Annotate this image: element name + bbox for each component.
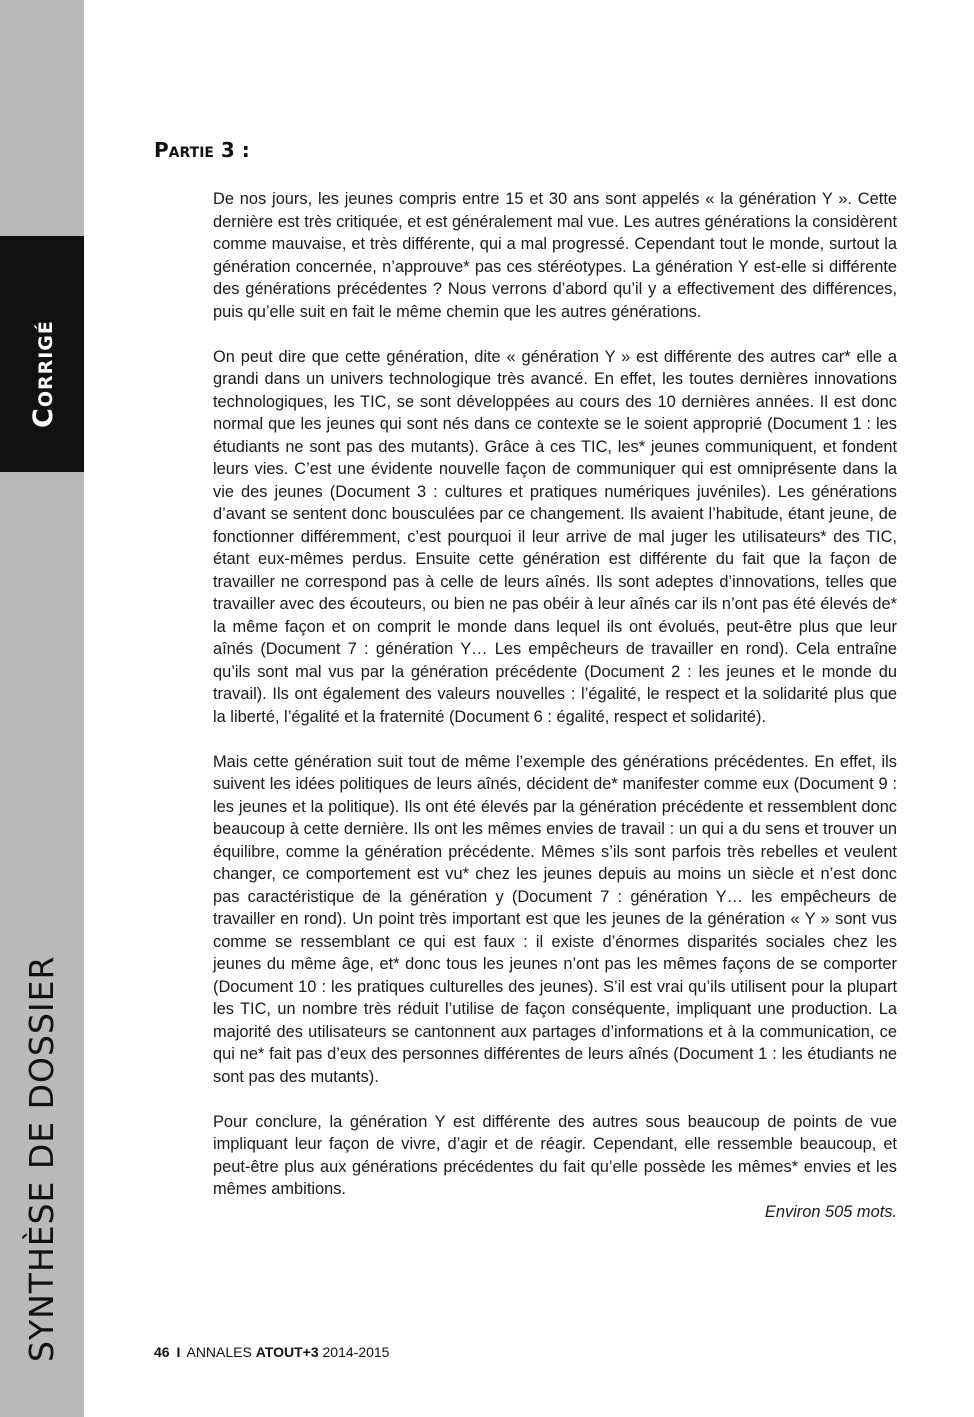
paragraph-differences: On peut dire que cette génération, dite « génération Y » est différente des autres car* elle a grandi dans un univers technologique très avancé. En effet, les toutes dernières innovations technologiques, les TIC, se sont développées au cours des 10 dernières années. Il est donc normal que les jeunes qui sont nés dans ce contexte se le soient approprié (Document 1 : les étudiants ne sont pas des mutants). Grâce à ces TIC, les* jeunes communiquent, et fondent leurs vies. C’est une évidente nouvelle façon de communiquer qui est omniprésente dans la vie des jeunes (Document 3 : cultures et pratiques numériques juvéniles). Les générations d’avant se sentent donc bousculées par ce changement. Ils avaient l’habitude, étant jeune, de fonctionner différemment, c’est pourquoi il leur arrive de mal juger les utilisateurs* des TIC, étant eux-mêmes perdus. Ensuite cette génération est différente du fait que la façon de travailler ne correspond pas à celle de leurs aînés. Ils sont adeptes d’innovations, telles que travailler avec des écouteurs, ou bien ne pas obéir à leur aînés car ils n’ont pas été élevés de* la même façon et on comprit le monde dans lequel ils ont évolués, peut-être plus que leur aînés (Document 7 : génération Y… Les empêcheurs de travailler en rond). Cela entraîne qu’ils sont mal vus par la génération précédente (Document 2 : les jeunes et le monde du travail). Ils ont également des valeurs nouvelles : l’égalité, le respect et la solidarité plus que la liberté, l’égalité et la fraternité (Document 6 : égalité, respect et solidarité). bbox=[213, 347, 897, 726]
brand-name: ATOUT+3 bbox=[255, 1344, 319, 1360]
page-number: 46 bbox=[154, 1344, 170, 1360]
publication-years: 2014-2015 bbox=[322, 1344, 390, 1360]
essay-body bbox=[213, 188, 897, 1223]
publication-name: ANNALES bbox=[186, 1344, 252, 1360]
paragraph-similarities: Mais cette génération suit tout de même l’exemple des générations précédentes. En effet, ils suivent les idées politiques de leurs aînés, décident de* manifester comme eux (Document 9 : les jeunes et la politique). Ils ont été élevés par la génération précédente et ressemblent donc beaucoup à cette dernière. Ils ont les mêmes envies de travail : un qui a du sens et trouver un équilibre, comme la génération précédente. Mêmes s’ils sont parfois très rebelles et veulent changer, ce comportement est vu* chez les jeunes depuis au moins un siècle et n’est donc pas caractéristique de la génération y (Document 7 : génération Y… les empêcheurs de travailler en rond). Un point très important est que les jeunes de la génération « Y » sont vus comme se ressemblant ce qui est faux : il existe d’énormes disparités sociales chez les jeunes du même âge, et* donc tous les jeunes n’ont pas les mêmes façons de se comporter (Document 10 : les pratiques culturelles des jeunes). S’il est vrai qu’ils utilisent pour la plupart les TIC, un nombre très réduit l’utilise de façon conséquente, impliquant une production. La majorité des utilisateurs se cantonnent aux partages d’informations et à la communication, ce qui ne* fait pas d’eux des personnes différentes de leurs aînés (Document 1 : les étudiants ne sont pas des mutants). bbox=[213, 752, 897, 1086]
section-title: Partie 3 : bbox=[154, 138, 250, 162]
paragraph-conclusion: Pour conclure, la génération Y est différente des autres sous beaucoup de points de vue impliquant leur façon de vivre, d’agir et de réagir. Cependant, elle ressemble beaucoup, et peut-être plus aux générations précédentes du fait qu’elle possède les mêmes* envies et les mêmes ambitions. bbox=[213, 1112, 897, 1198]
synthese-de-dossier-label: SYNTHÈSE DE DOSSIER bbox=[22, 955, 61, 1362]
page-footer bbox=[154, 1342, 389, 1362]
paragraph-introduction: De nos jours, les jeunes compris entre 15 et 30 ans sont appelés « la génération Y ». Cette dernière est très critiquée, et est généralement mal vue. Les autres générations la considèrent comme mauvaise, et très différente, qui a mal progressé. Cependant tout le monde, surtout la génération concernée, n’approuve* pas ces stéréotypes. La génération Y est-elle si différente des générations précédentes ? Nous verrons d’abord qu’il y a effectivement des différences, puis qu’elle suit en fait le même chemin que les autres générations. bbox=[213, 190, 897, 321]
word-count: Environ 505 mots. bbox=[764, 1202, 897, 1221]
corrige-label: Corrigé bbox=[28, 320, 59, 428]
footer-separator: I bbox=[176, 1344, 181, 1360]
